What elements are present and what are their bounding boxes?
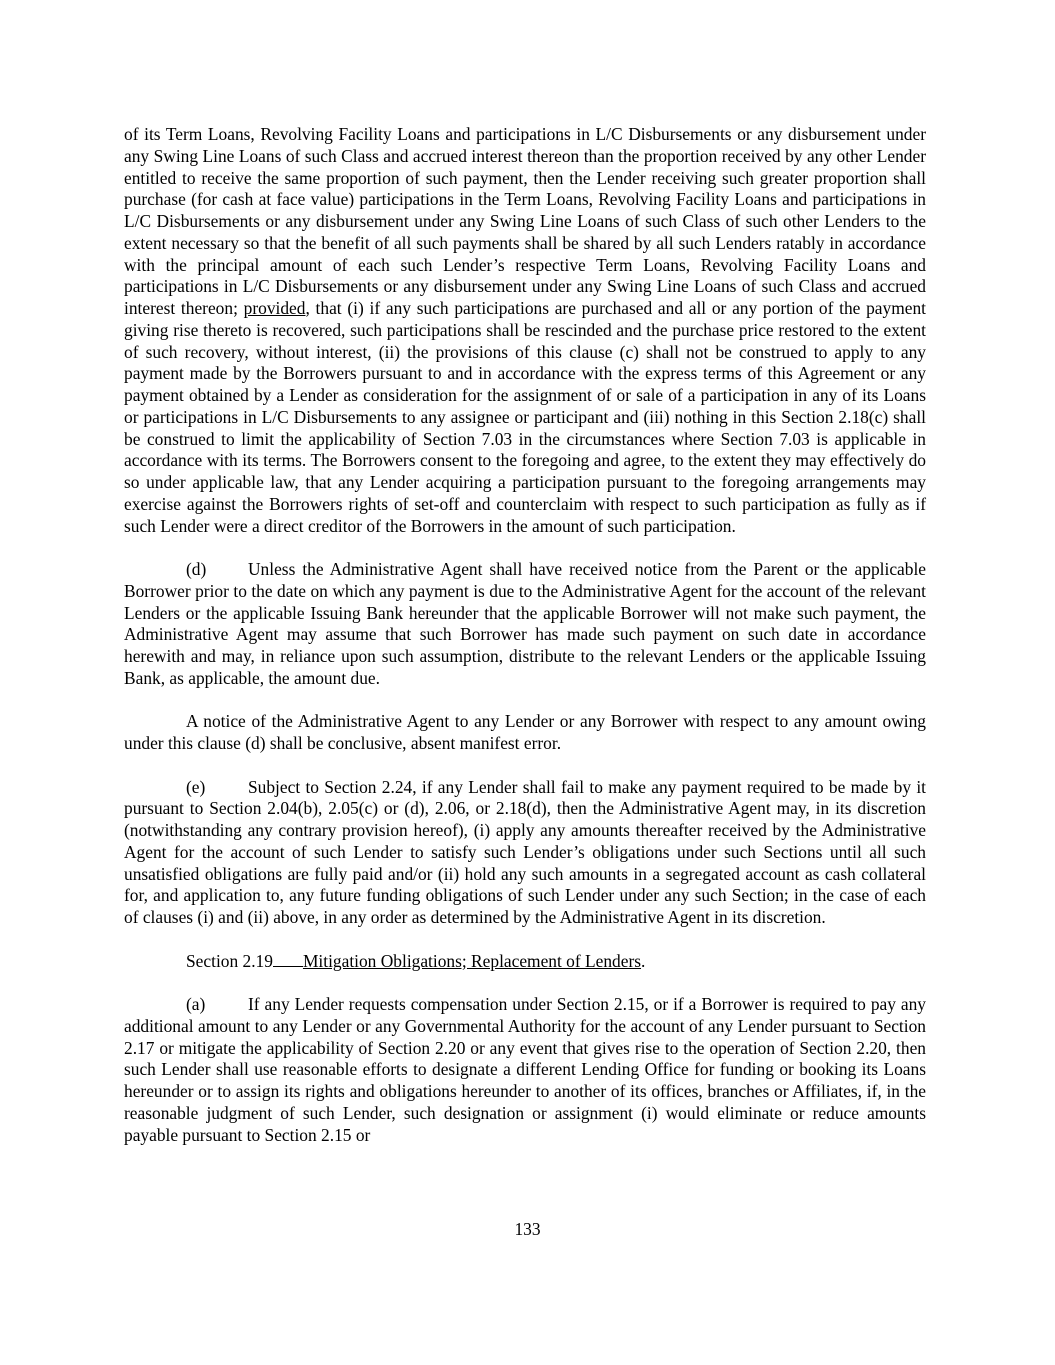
heading-underline-spacer xyxy=(273,951,303,967)
paragraph-notice-text: A notice of the Administrative Agent to any Lender or any Borrower with respect to any amount owing under this clause (d) shall be conclusive, absent manifest error. xyxy=(124,711,926,753)
paragraph-a-text: If any Lender requests compensation under Section 2.15, or if a Borrower is required to pay any additional amount to any Lender or any Governmental Authority for the account of any Lender pursuant to Section 2.17 or mitigate the applicability of Section 2.20 or any event that gives rise to the operation of Section 2.20, then such Lender shall use reasonable efforts to designate a different Lending Office for funding or booking its Loans hereunder or to assign its rights and obligations hereunder to another of its offices, branches or Affiliates, if, in the reasonable judgment of such Lender, such designation or assignment (i) would eliminate or reduce amounts payable pursuant to Section 2.15 or xyxy=(124,994,926,1145)
paragraph-notice xyxy=(124,711,926,755)
section-title-terminal: . xyxy=(641,950,646,971)
section-heading xyxy=(124,951,926,973)
section-title: Mitigation Obligations; Replacement of Lenders xyxy=(302,950,642,971)
paragraph-c-text-after: , that (i) if any such participations are purchased and all or any portion of the payment giving rise thereto is recovered, such participations shall be rescinded and the purchase price restored to the extent of such recovery, without interest, (ii) the provisions of this clause (c) shall not be construed to apply to any payment made by the Borrowers pursuant to and in accordance with the express terms of this Agreement or any payment obtained by a Lender as consideration for the assignment of or sale of a participation in any of its Loans or participations in L/C Disbursements to any assignee or participant and (iii) nothing in this Section 2.18(c) shall be construed to limit the applicability of Section 7.03 in the circumstances where Section 7.03 is applicable in accordance with its terms. The Borrowers consent to the foregoing and agree, to the extent they may effectively do so under applicable law, that any Lender acquiring a participation pursuant to the foregoing arrangements may exercise against the Borrowers rights of set-off and counterclaim with respect to such participation as fully as if such Lender were a direct creditor of the Borrowers in the amount of such participation. xyxy=(124,298,926,536)
paragraph-e-label: (e) xyxy=(186,776,206,797)
document-page xyxy=(124,124,926,1146)
paragraph-a xyxy=(124,994,926,1146)
paragraph-e-text: Subject to Section 2.24, if any Lender shall fail to make any payment required to be made by it pursuant to Section 2.04(b), 2.05(c) or (d), 2.06, or 2.18(d), then the Administrative Agent may, in its discretion (notwithstanding any contrary provision hereof), (i) apply any amounts thereafter received by the Administrative Agent for the account of such Lender to satisfy such Lender’s obligations under such Sections until all such unsatisfied obligations are fully paid and/or (ii) hold any such amounts in a segregated account as cash collateral for, and application to, any future funding obligations of such Lender under any such Section; in the case of each of clauses (i) and (ii) above, in any order as determined by the Administrative Agent in its discretion. xyxy=(124,776,926,927)
paragraph-c-text-before: of its Term Loans, Revolving Facility Loans and participations in L/C Disbursements or any disbursement under any Swing Line Loans of such Class and accrued interest thereon than the proportion received by any other Lender entitled to receive the same proportion of such payment, then the Lender receiving such greater proportion shall purchase (for cash at face value) participations in the Term Loans, Revolving Facility Loans and participations in L/C Disbursements or any disbursement under any Swing Line Loans of such Class of such other Lenders to the extent necessary so that the benefit of all such payments shall be shared by all such Lenders ratably in accordance with the principal amount of each such Lender’s respective Term Loans, Revolving Facility Loans and participations in L/C Disbursements or any disbursement under any Swing Line Loans of such Class and accrued interest thereon; xyxy=(124,124,926,318)
page-number: 133 xyxy=(514,1219,541,1239)
paragraph-d-label: (d) xyxy=(186,559,207,579)
paragraph-d-text: Unless the Administrative Agent shall have received notice from the Parent or the applicable Borrower prior to the date on which any payment is due to the Administrative Agent for the account of the relevant Lenders or the applicable Issuing Bank hereunder that the applicable Borrower will not make such payment, the Administrative Agent may assume that such Borrower has made such payment on such date in accordance herewith and may, in reliance upon such assumption, distribute to the relevant Lenders or the applicable Issuing Bank, as applicable, the amount due. xyxy=(124,559,926,688)
paragraph-a-label: (a) xyxy=(186,994,206,1014)
paragraph-c-continuation xyxy=(124,124,926,537)
section-number: Section 2.19 xyxy=(186,950,273,971)
paragraph-d xyxy=(124,559,926,690)
paragraph-e xyxy=(124,777,926,929)
provided-term: provided xyxy=(243,298,306,318)
